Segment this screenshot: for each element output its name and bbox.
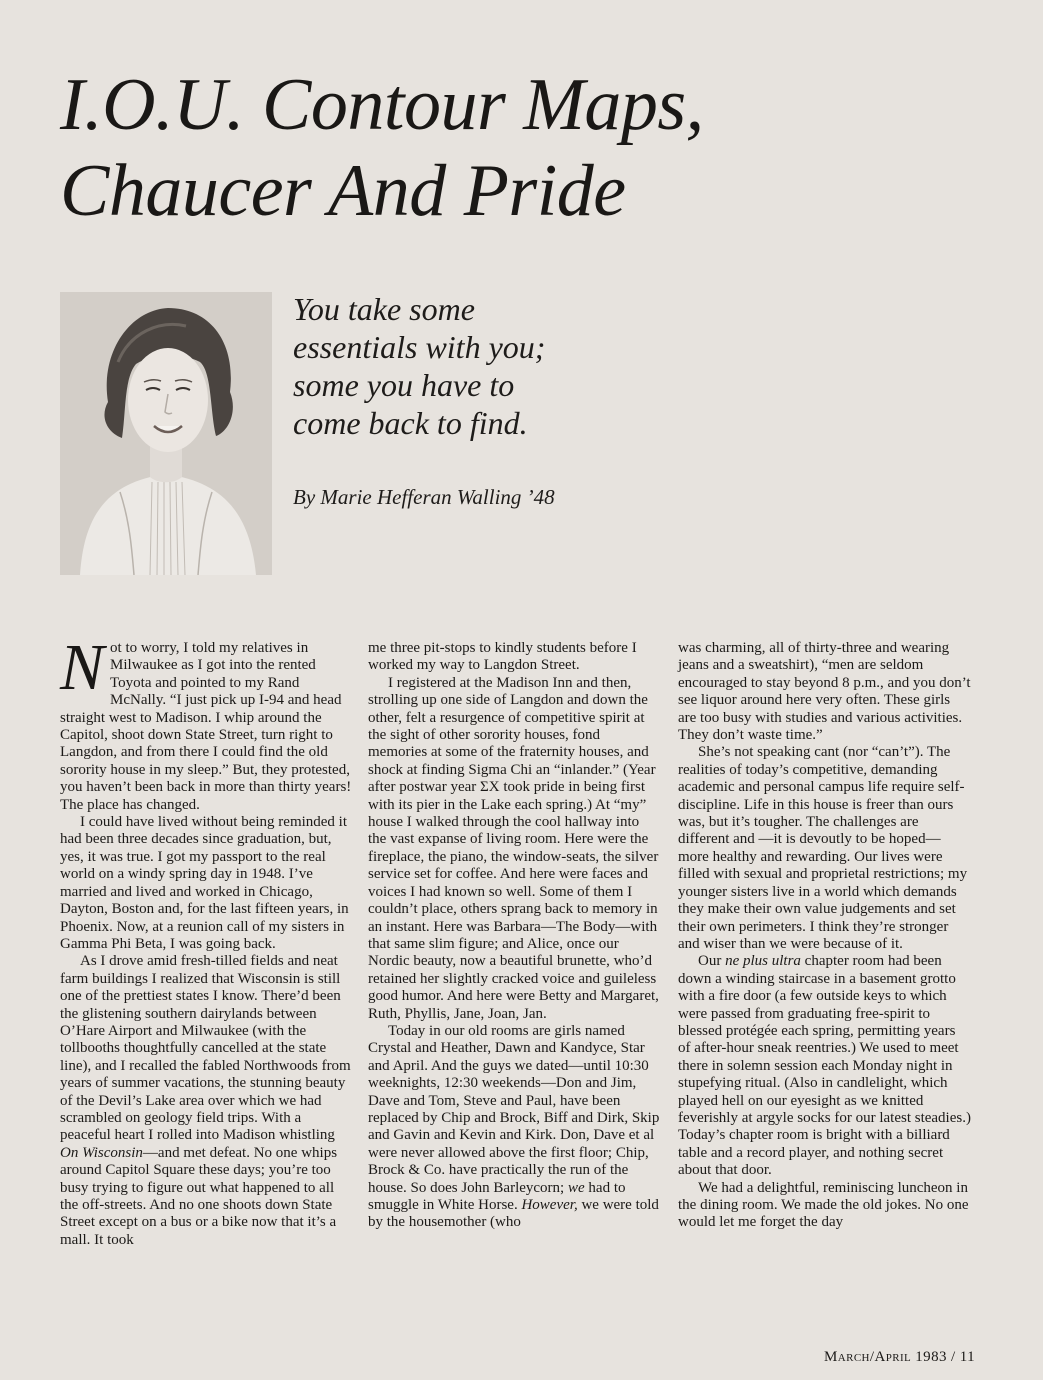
paragraph-text: we were told by the housemother (who [368,1197,659,1231]
paragraph: She’s not speaking cant (nor “can’t”). The realities of today’s competitive, demanding academic and personal campus life require self-discipline. Life in this house is freer than ours was, but it’s tougher. The challenges are different and —it is devoutly to be hoped—more healthy and rewarding. Our lives were filled with sexual and proprietal restrictions; my younger sisters live in a world which demands they make their own value judgements and set their own perimeters. I think they’re stronger and wiser than we were because of it. [678,744,968,952]
portrait-illustration [60,292,272,575]
paragraph-text: chapter room had been down a winding staircase in a basement grotto with a fire door (a few outside keys to which were passed from graduating free-spirit to blessed protégée each spring, permitting years of after-hour sneak reentries.) We used to meet there in solemn session each Monday night in stupefying ritual. (Also in candlelight, which played hell on our eyesight as we knitted feverishly at argyle socks for our latest steadies.) Today’s chapter room is bright with a billiard table and a record player, and nothing secret about that door. [678,953,971,1179]
article-title [60,62,960,234]
paragraph-text: Our [698,953,726,970]
emphasis: we [567,1179,585,1196]
paragraph [60,631,353,814]
paragraph-text: As I drove amid fresh-tilled fields and neat farm buildings I realized that Wisconsin is still one of the prettiest states I know. There’d been the glistening southern dairylands between O’Hare Airport and Milwaukee (with the tollbooths thoughtfully cancelled at the state line), and I recalled the fabled Northwoods from years of summer vacations, the stunning beauty of the Devil’s Lake area over which we had scrambled on geology field trips. With a peaceful heart I rolled into Madison whistling [60,953,351,1144]
body-column-3 [678,640,971,1232]
drop-cap: N [60,631,105,704]
paragraph [60,953,353,1249]
title-line-1: I.O.U. Contour Maps, [60,64,704,146]
paragraph: was charming, all of thirty-three and wearing jeans and a sweatshirt), “men are seldom encouraged to stay beyond 8 p.m., and you don’t see liquor around here very often. These girls are too busy with studies and various activities. They don’t waste time.” [678,640,971,744]
paragraph: We had a delightful, reminiscing luncheon in the dining room. We made the old jokes. No one would let me forget the day [678,1179,969,1231]
deck-line-4: come back to find. [293,405,528,441]
paragraph: I could have lived without being reminded it had been three decades since graduation, but, yes, it was true. I got my passport to the real world on a windy spring day in 1948. I’ve married and lived and worked in Chicago, Dayton, Boston and, for the last fifteen years, in Phoenix. Now, at a reunion call of my sisters in Gamma Phi Beta, I was going back. [60,814,349,952]
paragraph-text: —and met defeat. No one whips around Capitol Square these days; you’re too busy trying to figure out what happened to all the off-streets. And no one shoots down State Street except on a bus or a bike now that it’s a mall. It took [60,1144,338,1248]
paragraph-text: Today in our old rooms are girls named Crystal and Heather, Dawn and Kandyce, Star and April. And the guys we dated—until 10:30 weeknights, 12:30 weekends—Don and Jim, Dave and Tom, Steve and Paul, have been replaced by Chip and Brock, Biff and Dirk, Skip and Gavin and Kevin and Kirk. Don, Dave et al were never allowed above the first floor; Chip, Brock & Co. have practically the run of the house. So does John Barleycorn; [368,1022,660,1196]
deck-line-2: essentials with you; [293,329,546,365]
paragraph-text: ot to worry, I told my relatives in Milwaukee as I got into the rented Toyota and pointed to my Rand McNally. “I just pick up I-94 and head straight west to Madison. I whip around the Capitol, shoot down State Street, turn right to Langdon, and from there I could find the old sorority house in my sleep.” But, they protested, you haven’t been back in more than thirty years! The place has changed. [60,640,352,813]
song-title: On Wisconsin [60,1144,143,1161]
author-portrait [60,292,272,575]
byline: By Marie Hefferan Walling ’48 [293,485,555,509]
deck-line-1: You take some [293,291,475,327]
body-column-1 [60,631,353,1249]
page-folio: March/April 1983 / 11 [824,1349,975,1365]
body-column-2 [368,640,661,1232]
paragraph: me three pit-stops to kindly students before I worked my way to Langdon Street. [368,640,637,674]
paragraph [368,1023,661,1232]
paragraph [678,953,971,1179]
paragraph-text: had to smuggle in White Horse. [368,1179,626,1213]
emphasis: ne plus ultra [725,953,801,970]
paragraph: I registered at the Madison Inn and then, strolling up one side of Langdon and down the other, felt a resurgence of competitive spirit at the sight of other sorority houses, fond memories at some of the fraternity houses, and shock at finding Sigma Chi an “inlander.” (Year after postwar year ΣX took pride in being first with its pier in the Lake each spring.) At “my” house I walked through the cool hallway into the vast expanse of living room. Here were the fireplace, the piano, the window-seats, the silver service set for coffee. And here were faces and voices I had known so well. Some of them I couldn’t place, others sprang back to memory in an instant. Here was Barbara—The Body—with that same slim figure; and Alice, once our Nordic beauty, now a beautiful brunette, who’d retained her slightly cracked voice and guileless good humor. And here were Betty and Margaret, Ruth, Phyllis, Jane, Joan, Jan. [368,674,659,1022]
title-line-2: Chaucer And Pride [60,150,626,232]
emphasis: However, [521,1197,578,1213]
deck-line-3: some you have to [293,367,515,403]
article-deck [293,290,653,442]
